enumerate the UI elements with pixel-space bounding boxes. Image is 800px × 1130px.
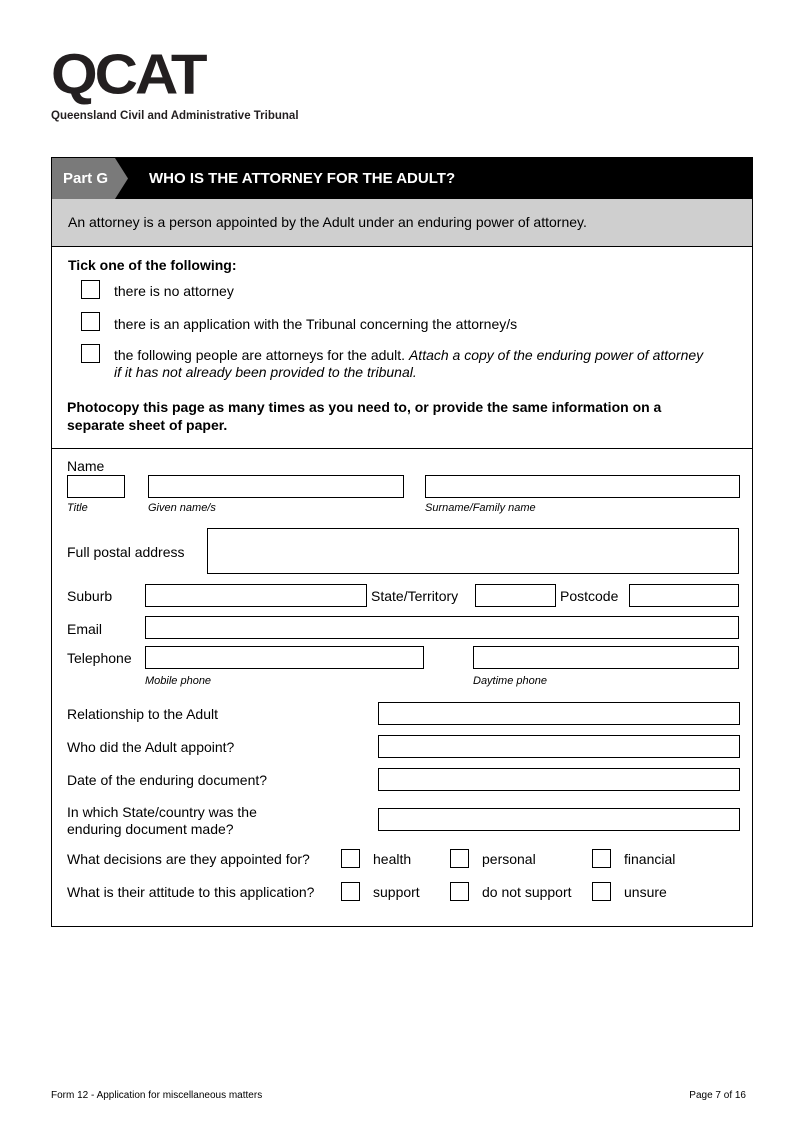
health-checkbox[interactable] (341, 849, 360, 868)
personal-label: personal (482, 851, 536, 867)
financial-label: financial (624, 851, 676, 867)
health-label: health (373, 851, 412, 867)
daytime-phone-field[interactable] (473, 646, 739, 669)
photocopy-note-line2: separate sheet of paper. (67, 417, 228, 433)
postal-address-label: Full postal address (67, 544, 185, 560)
info-band (52, 199, 752, 247)
part-label: Part G (63, 170, 109, 187)
surname-caption: Surname/Family name (425, 502, 536, 514)
photocopy-note: Photocopy this page as many times as you need to, or provide the same information on a (67, 399, 662, 415)
appointed-field[interactable] (378, 735, 740, 758)
section-header (52, 158, 752, 199)
given-names-caption: Given name/s (148, 502, 216, 514)
attitude-label: What is their attitude to this application? (67, 884, 315, 900)
surname-field[interactable] (425, 475, 740, 498)
document-state-field[interactable] (378, 808, 740, 831)
support-checkbox[interactable] (341, 882, 360, 901)
state-territory-label: State/Territory (371, 588, 459, 604)
unsure-label: unsure (624, 884, 667, 900)
given-names-field[interactable] (148, 475, 404, 498)
relationship-field[interactable] (378, 702, 740, 725)
qcat-logo: QCAT (51, 42, 205, 106)
footer-page-number: Page 7 of 16 (689, 1090, 746, 1101)
appointed-label: Who did the Adult appoint? (67, 739, 235, 755)
attorneys-listed-text: the following people are attorneys for the adult. (114, 347, 406, 363)
relationship-label: Relationship to the Adult (67, 706, 218, 722)
do-not-support-label: do not support (482, 884, 572, 900)
document-state-label-line2: enduring document made? (67, 821, 234, 837)
unsure-checkbox[interactable] (592, 882, 611, 901)
mobile-phone-field[interactable] (145, 646, 424, 669)
no-attorney-label: there is no attorney (114, 283, 234, 299)
part-g-panel (51, 157, 753, 927)
financial-checkbox[interactable] (592, 849, 611, 868)
daytime-phone-caption: Daytime phone (473, 675, 547, 687)
attorneys-listed-label (114, 347, 703, 363)
mobile-phone-caption: Mobile phone (145, 675, 212, 687)
postal-address-field[interactable] (207, 528, 739, 574)
title-field[interactable] (67, 475, 125, 498)
suburb-field[interactable] (145, 584, 367, 607)
email-label: Email (67, 621, 103, 637)
personal-checkbox[interactable] (450, 849, 469, 868)
tribunal-application-label: there is an application with the Tribunal concerning the attorney/s (114, 316, 518, 332)
info-text: An attorney is a person appointed by the Adult under an enduring power of attorney. (68, 214, 587, 230)
email-field[interactable] (145, 616, 739, 639)
document-state-label: In which State/country was the (67, 804, 257, 820)
tick-heading: Tick one of the following: (68, 257, 237, 273)
tribunal-application-checkbox[interactable] (81, 312, 100, 331)
attorneys-listed-checkbox[interactable] (81, 344, 100, 363)
postcode-label: Postcode (560, 588, 619, 604)
suburb-label: Suburb (67, 588, 113, 604)
decisions-label: What decisions are they appointed for? (67, 851, 310, 867)
support-label: support (373, 884, 420, 900)
section-title: WHO IS THE ATTORNEY FOR THE ADULT? (149, 170, 456, 187)
document-date-field[interactable] (378, 768, 740, 791)
attach-copy-note-line2: if it has not already been provided to the tribunal. (114, 364, 417, 380)
attach-copy-note: Attach a copy of the enduring power of attorney (408, 347, 704, 363)
telephone-label: Telephone (67, 650, 132, 666)
do-not-support-checkbox[interactable] (450, 882, 469, 901)
state-territory-field[interactable] (475, 584, 556, 607)
footer-form-name: Form 12 - Application for miscellaneous matters (51, 1090, 263, 1101)
org-name: Queensland Civil and Administrative Tribunal (51, 110, 299, 122)
title-caption: Title (67, 502, 88, 514)
no-attorney-checkbox[interactable] (81, 280, 100, 299)
name-label: Name (67, 458, 105, 474)
document-date-label: Date of the enduring document? (67, 772, 268, 788)
postcode-field[interactable] (629, 584, 739, 607)
section-divider (52, 448, 752, 449)
